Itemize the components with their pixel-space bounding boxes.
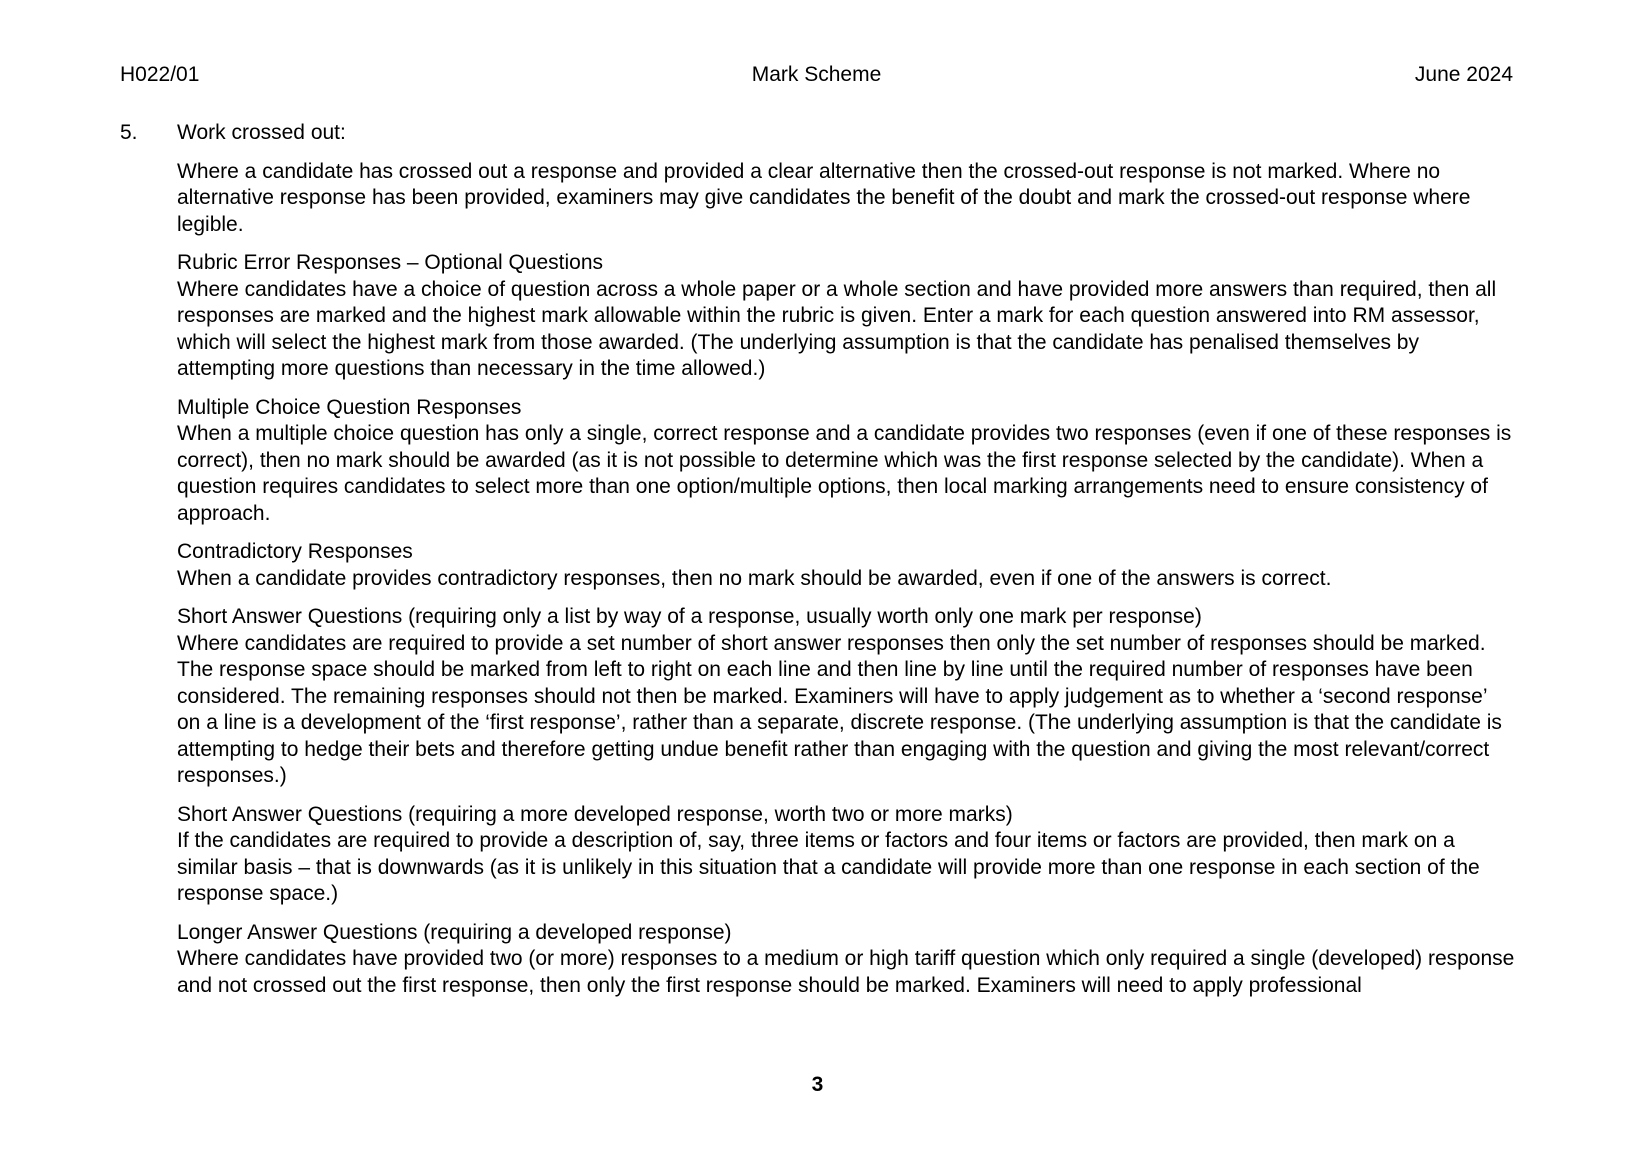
section-heading: Short Answer Questions (requiring a more developed response, worth two or more marks) [177,802,1013,826]
document-body [120,120,1515,999]
section [177,802,1515,908]
page-header [120,62,1513,89]
section-paragraph: When a multiple choice question has only a single, correct response and a candidate provides two responses (even if one of these responses is correct), then no mark should be awarded (as it is not possible to determine which was the first response selected by the candidate). When a question requires candidates to select more than one option/multiple options, then local marking arrangements need to ensure consistency of approach. [177,422,1512,525]
section [177,250,1515,383]
section [177,920,1515,1000]
section-paragraph: Where a candidate has crossed out a response and provided a clear alternative then the crossed-out response is not marked. Where no alternative response has been provided, examiners may give candidates the benefit of the doubt and mark the crossed-out response where legible. [177,159,1471,236]
page-number: 3 [811,1073,824,1096]
section-paragraph: Where candidates have provided two (or more) responses to a medium or high tariff question which only required a single (developed) response and not crossed out the first response, then only the first response should be marked. Examiners will need to apply professional [177,947,1515,997]
section-paragraph: If the candidates are required to provide a description of, say, three items or factors and four items or factors are provided, then mark on a similar basis – that is downwards (as it is unlikely in this situation that a candidate will provide more than one response in each section of the response space.) [177,829,1480,905]
item-content [177,120,1515,999]
section [177,604,1515,790]
section-heading: Longer Answer Questions (requiring a developed response) [177,920,732,944]
item-title: Work crossed out: [177,121,346,144]
section [177,395,1515,528]
page-footer [120,1072,1515,1099]
section-heading: Contradictory Responses [177,540,413,563]
section-paragraph: Where candidates are required to provide a set number of short answer responses then only the set number of responses should be marked. The response space should be marked from left to right on each line and then line by line until the required number of responses have been considered. The remaining responses should not then be marked. Examiners will have to apply judgement as to whether a ‘second response’ on a line is a development of the ‘first response’, rather than a separate, discrete response. (The underlying assumption is that the candidate is attempting to hedge their bets and therefore getting undue benefit rather than engaging with the question and giving the most relevant/correct responses.) [177,631,1502,787]
section [177,159,1515,239]
section-paragraph: Where candidates have a choice of question across a whole paper or a whole section and have provided more answers than required, then all responses are marked and the highest mark allowable within the rubric is given. Enter a mark for each question answered into RM assessor, which will select the highest mark from those awarded. (The underlying assumption is that the candidate has penalised themselves by attempting more questions than necessary in the time allowed.) [177,277,1497,380]
header-date: June 2024 [1414,63,1513,86]
section-heading: Multiple Choice Question Responses [177,395,522,419]
section-heading: Short Answer Questions (requiring only a list by way of a response, usually worth only one mark per response) [177,605,1202,628]
header-title: Mark Scheme [751,63,882,86]
header-doc-code: H022/01 [120,63,200,86]
sections-container [177,159,1515,1000]
section [177,539,1515,592]
section-paragraph: When a candidate provides contradictory responses, then no mark should be awarded, even if one of the answers is correct. [177,566,1332,590]
section-heading: Rubric Error Responses – Optional Questions [177,251,604,274]
item-number: 5. [120,121,138,144]
